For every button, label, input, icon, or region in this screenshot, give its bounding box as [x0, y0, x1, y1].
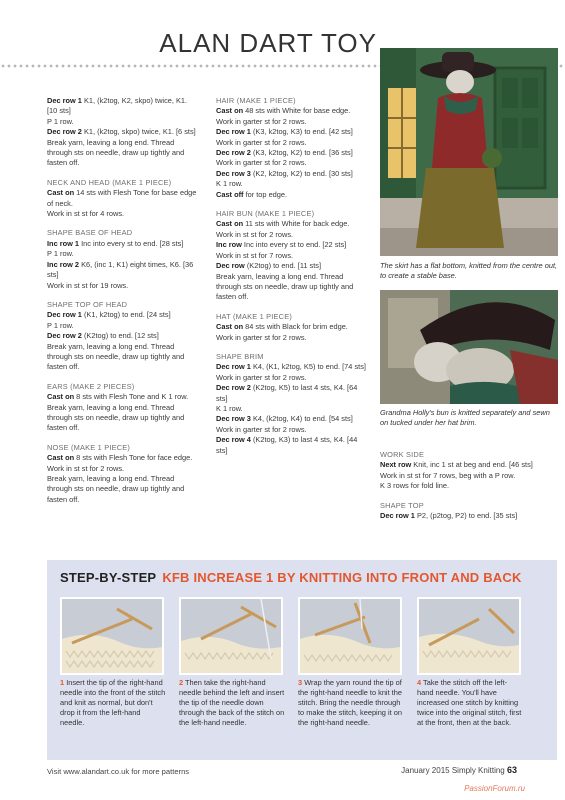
page-title: ALAN DART TOY [159, 28, 377, 58]
section-heading: NOSE (MAKE 1 PIECE) [47, 442, 131, 452]
instruction-keyword: Dec row 3 [216, 168, 251, 178]
instruction-text: (K3, k2tog, K2) to end. [36 sts] [250, 148, 353, 158]
instruction-line [216, 261, 366, 271]
instruction-line [47, 239, 197, 249]
instruction-text: Break yarn, leaving a long end. Thread through sts on needle, draw up tightly and fasten off. [47, 137, 185, 168]
pattern-section [47, 443, 197, 505]
instruction-text: K6, (inc 1, K1) eight times, K6. [36 sts] [47, 259, 194, 280]
instruction-line [216, 240, 366, 250]
instruction-line [47, 392, 197, 402]
instruction-text: 8 sts with Flesh Tone and K 1 row. [74, 392, 189, 402]
instruction-text: K 1 row. [216, 179, 243, 189]
instruction-keyword: Inc row [216, 240, 242, 250]
instruction-line [47, 321, 197, 331]
photo-caption-skirt: The skirt has a flat bottom, knitted from the centre out, to create a stable base. [380, 261, 558, 280]
instruction-text: Work in garter st for 2 rows. [216, 424, 307, 434]
instruction-text: Work in st st for 19 rows. [47, 280, 129, 290]
instruction-text: Knit, inc 1 st at beg and end. [46 sts] [411, 460, 533, 470]
instruction-line [380, 460, 558, 470]
instruction-text: P 1 row. [47, 116, 74, 126]
instruction-text: K 1 row. [216, 403, 243, 413]
instruction-text: K1, (k2tog, skpo) twice, K1. [6 sts] [81, 127, 196, 137]
instruction-line [47, 117, 197, 127]
section-heading: WORK SIDE [380, 450, 425, 459]
instruction-line [216, 106, 366, 116]
instruction-line [216, 373, 366, 383]
instruction-keyword: Cast on [47, 453, 75, 463]
instruction-line [216, 414, 366, 424]
instruction-text: P2, (p2tog, P2) to end. [35 sts] [414, 511, 518, 521]
instruction-keyword: Dec row 1 [47, 310, 82, 320]
pattern-section [216, 312, 366, 343]
instruction-keyword: Inc row 1 [47, 238, 80, 248]
kfb-heading: KFB INCREASE 1 BY KNITTING INTO FRONT AND BACK [162, 570, 522, 585]
instruction-line [47, 342, 197, 373]
pattern-section [47, 178, 197, 220]
instruction-line [216, 169, 366, 179]
instruction-text: 84 sts with Black for brim edge. [243, 322, 348, 332]
doll-bun-photo [380, 290, 558, 404]
section-heading: SHAPE BASE OF HEAD [47, 228, 133, 238]
instruction-line [47, 209, 197, 219]
instruction-text: (K2tog) to end. [11 sts] [244, 261, 322, 271]
instruction-text: Break yarn, leaving a long end. Thread through sts on needle, draw up tightly and fasten off. [216, 271, 354, 302]
section-heading: HAIR (MAKE 1 PIECE) [216, 96, 296, 105]
instruction-text: for top edge. [243, 189, 288, 199]
instruction-keyword: Cast on [216, 219, 244, 229]
pattern-section [47, 300, 197, 373]
instruction-keyword: Dec row 2 [216, 383, 251, 393]
page-number: 63 [506, 765, 517, 775]
footer-magazine: January 2015 Simply Knitting [401, 766, 505, 775]
instruction-text: Inc into every st to end. [22 sts] [241, 240, 347, 250]
pattern-section [380, 450, 558, 492]
pattern-section [380, 501, 558, 522]
step-by-step-label: STEP-BY-STEP [60, 570, 157, 585]
step-2-photo [179, 597, 283, 675]
instruction-text: K1, (k2tog, K2, skpo) twice, K1. [10 sts] [47, 96, 188, 116]
instruction-text: Work in garter st for 2 rows. [216, 372, 307, 382]
instruction-line [216, 333, 366, 343]
instruction-text: 48 sts with White for base edge. [243, 106, 351, 116]
instruction-text: (K1, k2tog) to end. [24 sts] [81, 310, 171, 320]
instruction-text: P 1 row. [47, 249, 74, 259]
instruction-text: K4, (K1, k2tog, K5) to end. [74 sts] [250, 362, 366, 372]
instruction-keyword: Dec row [216, 261, 245, 271]
watermark: PassionForum.ru [464, 784, 525, 793]
pattern-section [47, 382, 197, 434]
instruction-text: Work in st st for 7 rows, beg with a P row. [380, 470, 516, 480]
step-4-text: 4 Take the stitch off the left-hand needle. You'll have increased one stitch by knitting twice into the original stitch, first at the front, then at the back. [417, 678, 522, 727]
instruction-text: Work in garter st for 2 rows. [216, 137, 307, 147]
pattern-section [216, 352, 366, 456]
instruction-text: 11 sts with White for back edge. [243, 219, 350, 229]
section-heading: NECK AND HEAD (MAKE 1 PIECE) [47, 177, 172, 187]
pattern-column-2 [216, 96, 366, 456]
instruction-line [380, 471, 558, 481]
instruction-keyword: Dec row 1 [380, 511, 415, 521]
step-4-photo [417, 597, 521, 675]
step-1-photo [60, 597, 164, 675]
instruction-line [216, 322, 366, 332]
pattern-section [216, 209, 366, 303]
instruction-line [47, 464, 197, 474]
photo-caption-bun: Grandma Holly's bun is knitted separately and sewn on tucked under her hat brim. [380, 408, 550, 427]
instruction-text: P 1 row. [47, 320, 74, 330]
instruction-line [216, 272, 366, 303]
step-3-text: 3 Wrap the yarn round the tip of the right-hand needle to knit the stitch. Bring the needle through to make the stitch, keeping it on the right-hand needle. [298, 678, 402, 727]
instruction-text: Work in garter st for 2 rows. [216, 332, 307, 342]
instruction-line [47, 453, 197, 463]
pattern-column-3 [380, 450, 558, 521]
section-heading: SHAPE TOP OF HEAD [47, 299, 128, 309]
instruction-line [216, 127, 366, 137]
pattern-column-1 [47, 96, 197, 505]
instruction-keyword: Dec row 2 [47, 127, 82, 137]
pattern-section [47, 96, 197, 169]
instruction-text: (K3, k2tog, K3) to end. [42 sts] [250, 127, 353, 137]
instruction-keyword: Dec row 4 [216, 435, 251, 445]
pattern-section [47, 228, 197, 290]
section-heading: EARS (MAKE 2 PIECES) [47, 381, 135, 391]
step-1-text: 1 Insert the tip of the right-hand needle into the front of the stitch and knit as normal, but don't drop it from the left-hand needle. [60, 678, 166, 727]
instruction-line [47, 260, 197, 281]
instruction-keyword: Dec row 1 [216, 127, 251, 137]
instruction-line [216, 435, 366, 456]
instruction-line [216, 158, 366, 168]
section-heading: SHAPE BRIM [216, 351, 264, 361]
footer-issue [401, 765, 517, 775]
instruction-keyword: Cast on [47, 188, 75, 198]
instruction-line [216, 383, 366, 404]
instruction-line [216, 425, 366, 435]
instruction-text: (K2tog, K5) to last 4 sts, K4. [64 sts] [216, 383, 358, 403]
instruction-text: K4, (k2tog, K4) to end. [54 sts] [250, 414, 353, 424]
instruction-text: 8 sts with Flesh Tone for face edge. [74, 453, 193, 463]
instruction-line [380, 511, 558, 521]
step-by-step-title [60, 570, 522, 585]
instruction-line [216, 138, 366, 148]
pattern-section [216, 96, 366, 200]
instruction-line [380, 481, 558, 491]
instruction-keyword: Dec row 2 [216, 148, 251, 158]
instruction-line [216, 230, 366, 240]
instruction-line [216, 148, 366, 158]
instruction-keyword: Cast off [216, 189, 244, 199]
instruction-line [216, 251, 366, 261]
instruction-keyword: Cast on [216, 322, 244, 332]
instruction-keyword: Cast on [216, 106, 244, 116]
instruction-line [216, 190, 366, 200]
section-heading: SHAPE TOP [380, 500, 424, 510]
instruction-keyword: Next row [380, 460, 412, 470]
instruction-line [216, 404, 366, 414]
instruction-text: Work in garter st for 2 rows. [216, 116, 307, 126]
instruction-text: Work in st st for 2 rows. [216, 229, 294, 239]
doll-door-photo [380, 48, 558, 256]
step-3-photo [298, 597, 402, 675]
instruction-line [47, 474, 197, 505]
instruction-text: Work in st st for 7 rows. [216, 250, 294, 260]
instruction-line [47, 138, 197, 169]
instruction-line [216, 117, 366, 127]
instruction-keyword: Inc row 2 [47, 259, 80, 269]
instruction-line [47, 281, 197, 291]
instruction-line [47, 403, 197, 434]
instruction-line [47, 331, 197, 341]
instruction-text: Break yarn, leaving a long end. Thread through sts on needle, draw up tightly and fasten off. [47, 402, 185, 433]
instruction-keyword: Dec row 3 [216, 414, 251, 424]
instruction-keyword: Dec row 1 [216, 362, 251, 372]
instruction-text: Break yarn, leaving a long end. Thread through sts on needle, draw up tightly and fasten off. [47, 474, 185, 504]
instruction-line [216, 362, 366, 372]
instruction-text: 14 sts with Flesh Tone for base edge of neck. [47, 188, 197, 208]
step-2-text: 2 Then take the right-hand needle behind the left and insert the tip of the needle down through the back of the stitch on the left-hand needle. [179, 678, 285, 727]
instruction-text: (K2tog, K3) to last 4 sts, K4. [44 sts] [216, 435, 358, 455]
instruction-line [47, 188, 197, 209]
instruction-line [47, 127, 197, 137]
footer-website: Visit www.alandart.co.uk for more patterns [47, 767, 190, 776]
instruction-text: Work in st st for 4 rows. [47, 209, 125, 219]
instruction-line [47, 249, 197, 259]
instruction-text: Work in st st for 2 rows. [47, 463, 125, 473]
section-heading: HAIR BUN (MAKE 1 PIECE) [216, 209, 315, 219]
instruction-text: (K2, k2tog, K2) to end. [30 sts] [250, 168, 353, 178]
instruction-line [216, 219, 366, 229]
instruction-text: (K2tog) to end. [12 sts] [81, 331, 159, 341]
instruction-line [47, 310, 197, 320]
instruction-line [47, 96, 197, 117]
instruction-text: Break yarn, leaving a long end. Thread through sts on needle, draw up tightly and fasten off. [47, 341, 185, 372]
instruction-text: Work in garter st for 2 rows. [216, 158, 307, 168]
instruction-keyword: Dec row 1 [47, 96, 82, 105]
instruction-line [216, 179, 366, 189]
instruction-text: K 3 rows for fold line. [380, 481, 450, 491]
instruction-keyword: Cast on [47, 392, 75, 402]
instruction-keyword: Dec row 2 [47, 331, 82, 341]
instruction-text: Inc into every st to end. [28 sts] [79, 238, 184, 248]
section-heading: HAT (MAKE 1 PIECE) [216, 311, 293, 321]
